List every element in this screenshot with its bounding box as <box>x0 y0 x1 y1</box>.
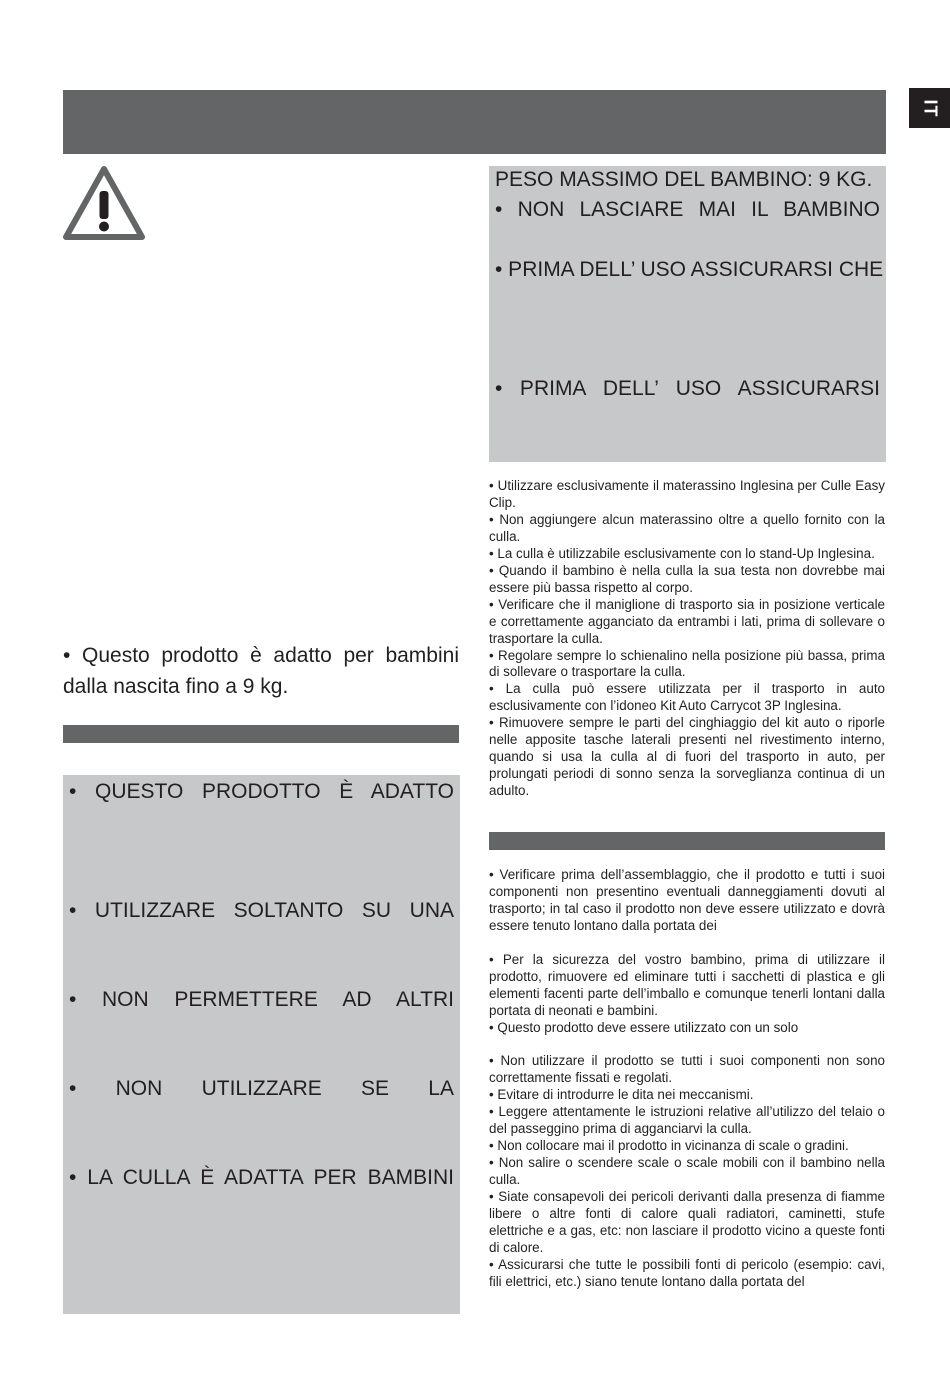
rule-item: • Per la sicurezza del vostro bambino, prima di utilizzare il prodotto, rimuovere ed eliminare tutti i sacchetti di plastica e gli elementi facenti parte dell’imballo e comunque tenerli lontani dalla portata di neonati e bambini. <box>489 951 885 1018</box>
rule-item: • Evitare di introdurre le dita nei meccanismi. <box>489 1087 754 1103</box>
warning-line-use-only: • UTILIZZARE SOLTANTO SU UNA <box>69 899 454 922</box>
rule-item: • Utilizzare esclusivamente il materassino Inglesina per Culle Easy Clip. <box>489 478 885 510</box>
rule-item: • Rimuovere sempre le parti del cinghiaggio del kit auto o riporle nelle apposite tasche laterali presenti nel rivestimento interno, quando si usa la culla al di fuori del trasporto in auto, per prolungati periodi di sonno senza la sorveglianza continua di un adulto. <box>489 715 885 799</box>
language-tab-label: IT <box>920 99 940 117</box>
warning-line-product-suitable: • QUESTO PRODOTTO È ADATTO <box>69 780 454 803</box>
rule-item: • Non aggiungere alcun materassino oltre a quello fornito con la culla. <box>489 511 885 544</box>
rule-item: • Non collocare mai il prodotto in vicinanza di scale o gradini. <box>489 1138 849 1154</box>
warning-line-never-leave: • NON LASCIARE MAI IL BAMBINO <box>495 198 880 221</box>
rule-item: • Non salire o scendere scale o scale mobili con il bambino nella culla. <box>489 1155 885 1188</box>
rule-item: • Assicurarsi che tutte le possibili fonti di pericolo (esempio: cavi, fili elettrici, etc.) siano tenute lontano dalla portata del <box>489 1256 885 1289</box>
rule-item: • La culla è utilizzabile esclusivamente con lo stand-Up Inglesina. <box>489 545 875 561</box>
warning-line-suitable-children: • LA CULLA È ADATTA PER BAMBINI <box>69 1166 454 1189</box>
language-tab <box>909 88 950 128</box>
warning-line-do-not-use: • NON UTILIZZARE SE LA <box>69 1077 454 1100</box>
warning-line-before-use-1: • PRIMA DELL’ USO ASSICURARSI CHE <box>495 258 884 281</box>
rule-item: • Leggere attentamente le istruzioni relative all’utilizzo del telaio o del passeggino prima di agganciarvi la culla. <box>489 1104 885 1137</box>
rule-item: • Regolare sempre lo schienalino nella posizione più bassa, prima di sollevare o trasportare la culla. <box>489 647 885 680</box>
rule-item: • Verificare prima dell’assemblaggio, che il prodotto e tutti i suoi componenti non presentino eventuali danneggiamenti dovuti al trasporto; in tal caso il prodotto non deve essere utilizzato e dovrà essere tenuto lontano dalla portata dei <box>489 867 885 933</box>
rules-list-upper <box>489 478 885 800</box>
header-bar <box>63 90 886 154</box>
section-bar-right <box>489 832 885 850</box>
left-warning-box <box>63 775 460 1314</box>
rule-item: • La culla può essere utilizzata per il trasporto in auto esclusivamente con l’idoneo Kit Auto Carrycot 3P Inglesina. <box>489 681 885 714</box>
rule-item: • Siate consapevoli dei pericoli derivanti dalla presenza di fiamme libere o altre fonti di calore quali radiatori, caminetti, stufe elettriche e a gas, etc: non lasciare il prodotto vicino a queste fonti di calore. <box>489 1189 885 1255</box>
warning-triangle-icon <box>62 165 146 243</box>
rule-item: • Verificare che il maniglione di trasporto sia in posizione verticale e correttamente agganciato da entrambi i lati, prima di sollevare o trasportare la culla. <box>489 596 885 646</box>
rule-item: • Questo prodotto deve essere utilizzato con un solo <box>489 1019 799 1035</box>
rule-item: • Quando il bambino è nella culla la sua testa non dovrebbe mai essere più bassa rispetto al corpo. <box>489 562 885 595</box>
section-bar-left <box>63 725 459 743</box>
rule-item: • Non utilizzare il prodotto se tutti i suoi componenti non sono correttamente fissati e regolati. <box>489 1053 885 1086</box>
warning-line-do-not-allow: • NON PERMETTERE AD ALTRI <box>69 988 454 1011</box>
intro-text: • Questo prodotto è adatto per bambini dalla nascita fino a 9 kg. <box>63 644 459 698</box>
rules-list-lower <box>489 867 885 1291</box>
warning-line-before-use-2: • PRIMA DELL’ USO ASSICURARSI <box>495 377 880 400</box>
warning-line-max-weight: PESO MASSIMO DEL BAMBINO: 9 KG. <box>495 168 873 191</box>
